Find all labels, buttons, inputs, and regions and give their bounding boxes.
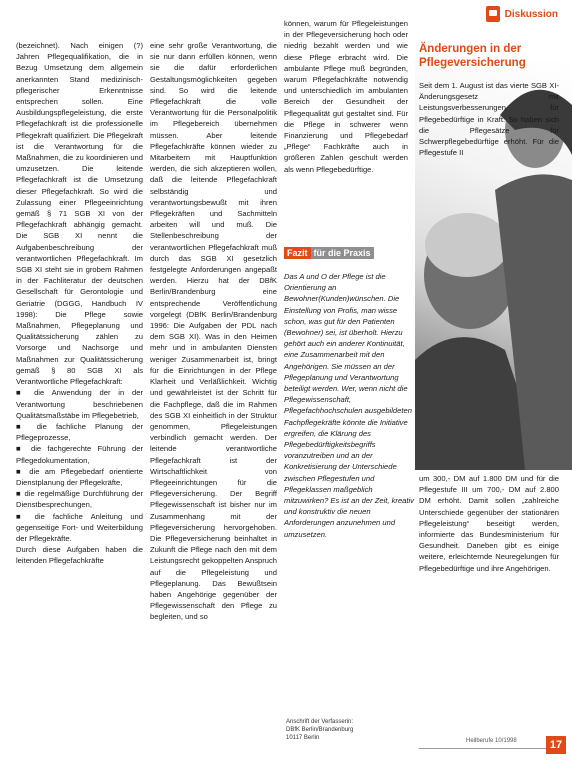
body-column-2 [150, 40, 277, 623]
body-column-1 [16, 40, 143, 567]
section-icon [486, 6, 500, 22]
author-line-3: 10117 Berlin [286, 735, 320, 741]
body-column-3 [284, 18, 408, 175]
body-text-2: eine sehr große Verantwortung, die sie nur dann erfüllen können, wenn sie die dafür erforderlichen Gestaltungsmöglichkeiten gegeben sind. So wird die leitende Pflegefachkraft die volle Verantwortung für die Personalpolitik im Pflegebereich übernehmen müssen. Aber leitende Pflegefachkräfte können wieder zu Mitarbeitern mit Hauptfunktion werden, die sich akzeptieren wollen, daß die leitende Pflegefachkraft selbständig und verantwortungsbewußt mit ihren Pflegekräften und Sachmitteln arbeiten will und muß. Die Stellenbeschreibung der verantwortlichen Pflegefachkraft muß durch das SGB XI gesetzlich festgelegte Anforderungen angepaßt werden. Hierzu hat der DBfK Berlin/Brandenburg eine entsprechende Veröffentlichung vorgelegt (DBfK Berlin/Brandenburg 1996: Die Aufgaben der PDL nach dem SGB XI). Was in den Heimen mehr und in ambulanten Diensten weniger Zusammenarbeit ist, bringt für die Einrichtungen in der Pflege Klarheit und Verläßlichkeit. Wichtig und gewährleistet ist der Schritt für die Fachpflege, daß die im Rahmen des SGB XI einheitlich in der Struktur genommen, Pflegeleistungen verbindlich gemacht werden. Der leitende verantwortliche Pflegefachkraft ist der Wirtschaftlichkeit von Pflegeeinrichtungen für die Pflegeversicherung. Der Begriff Pflegewissenschaft ist bisher nur im Zusammenhang mit der Pflegeversicherung hervorgehoben. Die Pflegeversicherung beinhaltet in Zukunft die Pflege nach den mit dem Leistungsrecht gekoppelten Anspruch auf die Pflegeleistung und Pflegeplanung. Das Bewußtsein haben Angehörige gegenüber der Pflegewissenschaft den Pflege zu begleiten, und so [150, 41, 277, 622]
journal-footer: Heilberufe 10/1998 [466, 738, 517, 744]
intro-text: Seit dem 1. August ist das vierte SGB XI-Änderungsgesetz mit Leistungsverbesserungen für Pflegebedürftige in Kraft. So haben sich die Pflegesätze für Schwerpflegebedürftige erhöht. Für die Pflegestufe II [419, 81, 559, 158]
fazit-label: Fazit [284, 247, 311, 259]
body-column-4-continued [419, 473, 559, 574]
author-address [286, 718, 406, 742]
section-header [486, 6, 558, 22]
section-label: Diskussion [504, 8, 558, 20]
author-line-1: Anschrift der Verfasserin: [286, 719, 354, 725]
continued-text: um 300,- DM auf 1.800 DM und für die Pflegestufe III um 700,- DM auf 2.800 DM erhöht. Damit sollen „zahlreiche Unterschiede gegenüber der stationären Pflegeleistung“ beseitigt werden, informierte das Bundesministerium für Gesundheit. Daneben gibt es einige weitere, erleichternde Neuregelungen für Pflegebedürftige und ihre Angehörigen. [419, 474, 559, 573]
author-line-2: DBfK Berlin/Brandenburg [286, 727, 354, 733]
fazit-heading [284, 247, 374, 259]
body-text-1: (bezeichnet). Nach einigen (?) Jahren Pflegequalifikation, die in Bezug Umsetzung dem allgemein anerkannten Stand medizinisch-pflegerischer Erkenntnisse entsprechen sollen. Eine Ausbildungspflegeleistung, die erste Pflegefachkraft ist die professionelle Pflegekraft qualifiziert. Die Pflegekraft ist die Verantwortung für die Maßnahmen, die zu koordinieren und umzusetzen. Die leitende Pflegefachkraft ist die Umsetzung dieser Pflegefachkraft. So wird die Zulassung einer Pflegeeinrichtung gemäß § 71 SGB XI von der Pflegefachkraft abhängig gemacht. Die SGB XI nennt die Aufgabenbeschreibung der verantwortlichen Pflegefachkraft. Im SGB XI steht sie in grobem Rahmen in der Fachliteratur der deutschen Gesellschaft für Gerontologie und Geriatrie (DGGG, Handbuch IV 1998): Die Pflege sowie Maßnahmen, Pflegeplanung und Qualitätssicherung zählen zu Vorsorge und Nachsorge und Maßnahmen zur Qualitätssicherung gemäß § 80 SGB XI als Verantwortliche Pflegefachkraft: ■ die Anwendung der in der Verantwortung beschriebenen Qualitätsmaßstäbe im Pflegebetrieb, ■ die fachliche Planung der Pflegeprozesse, ■ die fachgerechte Führung der Pflegedokumentation, ■ die am Pflegebedarf orientierte Dienstplanung der Pflegekräfte, ■ die regelmäßige Durchführung der Dienstbesprechungen, ■ die fachliche Anleitung und gegenseitige Fort- und Weiterbildung der Pflegekräfte. Durch diese Aufgaben haben die leitenden Pflegefachkräfte [16, 41, 143, 566]
body-text-3: können, warum für Pflegeleistungen in der Pflegeversicherung hoch oder niedrig bezahlt werden und wie diese Pflege erbracht wird. Die ambulante Pflege muß begründen, warum Pflegefachkräfte notwendig und unterschiedlich im ambulanten Bereich der Gesundheit der Pflegequalität gut gestaltet sind. Für die Pflege in schwerer wenn Finanzierung und Pflegebedarf „Pflege“ Fachkräfte auch in größeren Zahlen geschult werden als wenn Pflegebedürftige. [284, 19, 408, 174]
footer-divider [419, 748, 559, 749]
article-title: Änderungen in der Pflegeversicherung [419, 43, 526, 69]
body-column-4 [419, 80, 559, 158]
older-woman-hair [425, 213, 509, 277]
fazit-text: Das A und O der Pflege ist die Orientierung an Bewohner(Kunden)wünschen. Die Einstellung von Profis, man wisse schon, was gut für den Patienten (Bewohner) sei, ist überholt. Hierzu gehört auch ein anderer Kontinuität, eine Zusammenarbeit mit den Angehörigen. Sie müssen an der Pflegeplanung und Verantwortung beteiligt werden. Wer, wenn nicht die Pflegewissenschaft, Pflegefachhochschulen ausgebildeten Fachpflegekräfte könnte die Initiative ergreifen, die Klärung des Pflegebedürftigkeitsbegriffs voranzutreiben und an der Konkretisierung der Unterschiede zwischen Pflegestufen und Pflegeklassen maßgeblich mitzuwirken? Es ist an der Zeit, kreativ und konstruktiv die neuen Anforderungen anzunehmen und umzusetzen. [284, 272, 414, 539]
fazit-label-rest: für die Praxis [311, 247, 374, 259]
page-number: 17 [546, 736, 566, 754]
